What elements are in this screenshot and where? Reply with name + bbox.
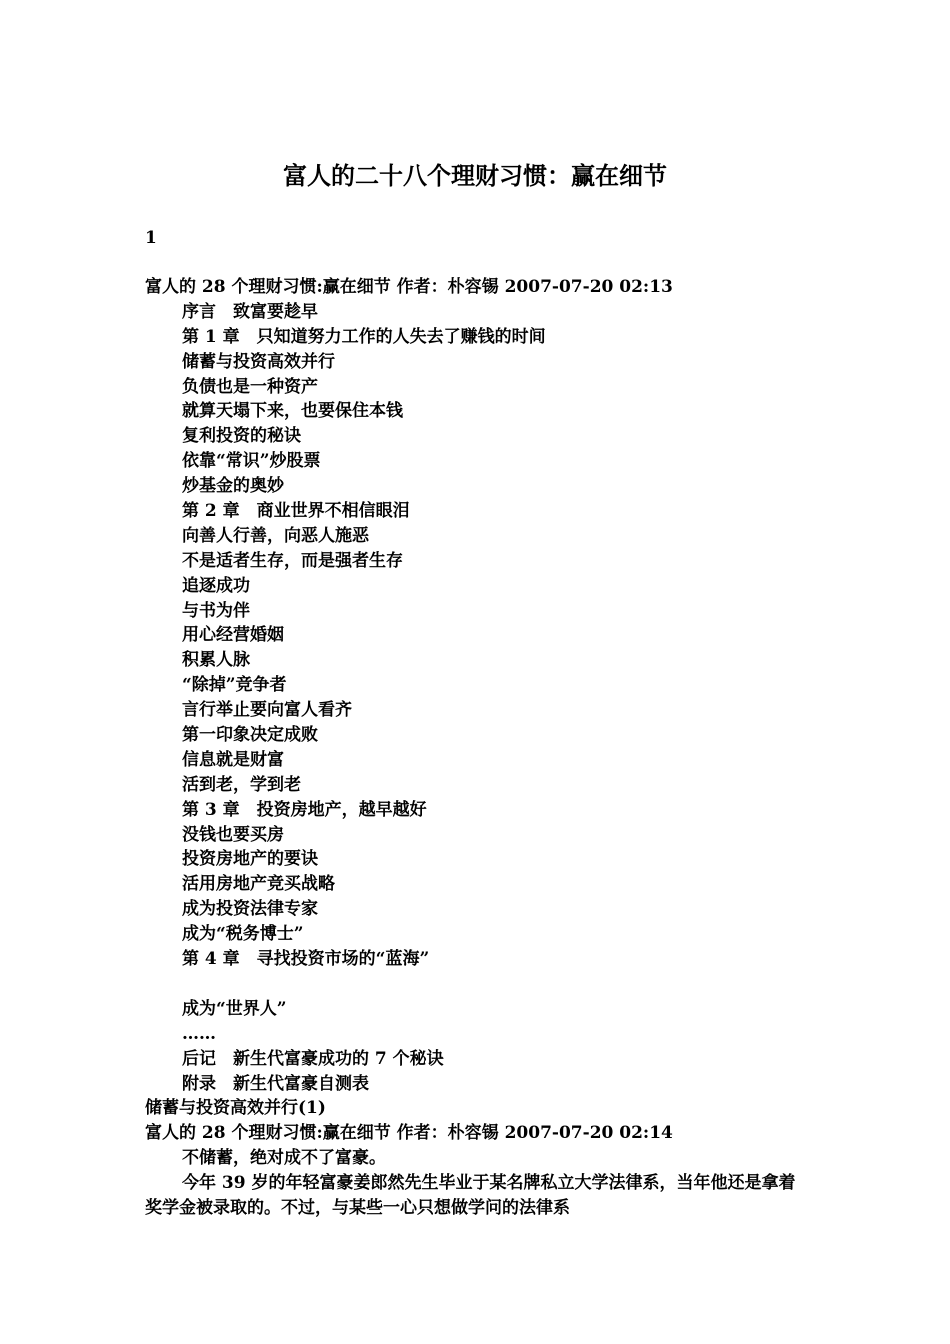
toc-item: 没钱也要买房: [182, 824, 284, 845]
toc-item: 第 4 章 寻找投资市场的“蓝海”: [182, 949, 430, 970]
article-header-line: 富人的 28 个理财习惯:赢在细节 作者：朴容锡 2007-07-20 02:13: [145, 277, 673, 297]
toc-item: 序言 致富要趁早: [182, 301, 318, 322]
toc-item: 后记 新生代富豪成功的 7 个秘诀: [182, 1048, 444, 1069]
toc-item: 依靠“常识”炒股票: [182, 451, 321, 472]
toc-item: 成为“世界人”: [182, 998, 287, 1019]
toc-item: 活用房地产竞买战略: [182, 874, 335, 895]
toc-item: 不是适者生存，而是强者生存: [182, 550, 403, 571]
toc-item: 言行举止要向富人看齐: [182, 700, 352, 721]
body-paragraph: 今年 39 岁的年轻富豪姜郎然先生毕业于某名牌私立大学法律系，当年他还是拿着奖学金被录取的。不过，与某些一心只想做学问的法律系: [145, 1173, 796, 1218]
toc-item: 信息就是财富: [182, 749, 284, 770]
toc-item: 第 1 章 只知道努力工作的人失去了赚钱的时间: [182, 326, 546, 347]
toc-item: 负债也是一种资产: [182, 376, 318, 397]
toc-item: 成为投资法律专家: [182, 899, 318, 920]
toc-item: 追逐成功: [182, 575, 250, 596]
document-body: [145, 275, 810, 1221]
page-number: 1: [145, 228, 157, 248]
toc-item: 积累人脉: [182, 650, 250, 671]
toc-item: 用心经营婚姻: [182, 625, 284, 646]
toc-item: 复利投资的秘诀: [182, 426, 301, 447]
lead-sentence: 不储蓄，绝对成不了富豪。: [182, 1148, 386, 1169]
toc-item: 炒基金的奥妙: [182, 476, 284, 497]
blank-line: [145, 972, 810, 997]
toc-item: 第 3 章 投资房地产，越早越好: [182, 799, 427, 820]
document-title: 富人的二十八个理财习惯：赢在细节: [283, 161, 667, 190]
toc-item: 与书为伴: [182, 600, 250, 621]
toc-item: 成为“税务博士”: [182, 924, 304, 945]
article-header-line: 富人的 28 个理财习惯:赢在细节 作者：朴容锡 2007-07-20 02:14: [145, 1123, 673, 1144]
toc-item: 向善人行善，向恶人施恶: [182, 525, 369, 546]
toc-item: “除掉”竞争者: [182, 675, 287, 696]
toc-item: 储蓄与投资高效并行: [182, 351, 335, 372]
toc-item: 活到老，学到老: [182, 774, 301, 795]
toc-item: 附录 新生代富豪自测表: [182, 1073, 369, 1094]
toc-item: 第 2 章 商业世界不相信眼泪: [182, 501, 410, 522]
toc-ellipsis: ……: [182, 1023, 216, 1044]
toc-item: 就算天塌下来，也要保住本钱: [182, 401, 403, 422]
toc-item: 第一印象决定成败: [182, 725, 318, 746]
section-title: 储蓄与投资高效并行(1): [145, 1098, 326, 1119]
toc-item: 投资房地产的要诀: [182, 849, 318, 870]
